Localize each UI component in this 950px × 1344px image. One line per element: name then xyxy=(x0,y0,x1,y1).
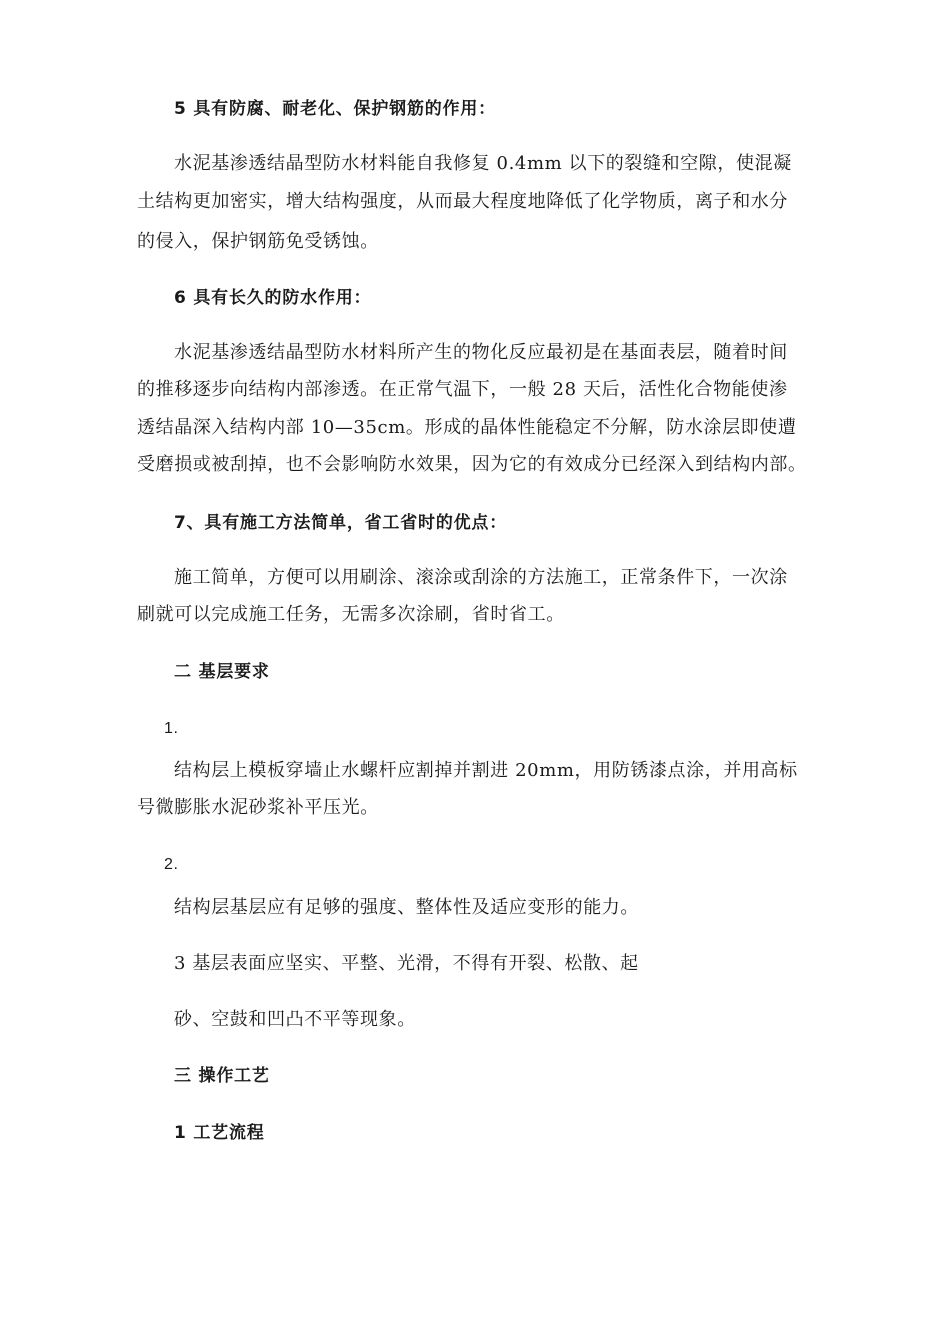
base-requirements-heading: 二 基层要求 xyxy=(174,662,270,682)
section-5-paragraph-line: 土结构更加密实，增大结构强度，从而最大程度地降低了化学物质，离子和水分 xyxy=(137,191,788,212)
section-7-paragraph-line: 施工简单，方便可以用刷涂、滚涂或刮涂的方法施工，正常条件下，一次涂 xyxy=(174,567,788,588)
section-5-heading: 5 具有防腐、耐老化、保护钢筋的作用： xyxy=(174,99,496,119)
operation-process-heading: 三 操作工艺 xyxy=(174,1066,270,1086)
section-6-paragraph-line: 的推移逐步向结构内部渗透。在正常气温下，一般 28 天后，活性化合物能使渗 xyxy=(137,379,788,400)
section-7-paragraph-line: 刷就可以完成施工任务，无需多次涂刷，省时省工。 xyxy=(137,604,565,625)
section-6-heading: 6 具有长久的防水作用： xyxy=(174,288,372,308)
section-6-paragraph-line: 透结晶深入结构内部 10—35cm。形成的晶体性能稳定不分解，防水涂层即使遭 xyxy=(137,417,797,438)
base-item-3-line: 砂、空鼓和凹凸不平等现象。 xyxy=(174,1009,416,1030)
section-5-paragraph-line: 水泥基渗透结晶型防水材料能自我修复 0.4mm 以下的裂缝和空隙，使混凝 xyxy=(174,153,792,174)
base-item-1-line: 结构层上模板穿墙止水螺杆应割掉并割进 20mm，用防锈漆点涂，并用高标 xyxy=(174,760,798,781)
base-item-1-line: 号微膨胀水泥砂浆补平压光。 xyxy=(137,797,379,818)
base-item-2-line: 结构层基层应有足够的强度、整体性及适应变形的能力。 xyxy=(174,897,639,918)
base-item-3-line: 3 基层表面应坚实、平整、光滑，不得有开裂、松散、起 xyxy=(174,953,639,974)
section-5-paragraph-line: 的侵入，保护钢筋免受锈蚀。 xyxy=(137,231,379,252)
process-flow-subheading: 1 工艺流程 xyxy=(174,1123,265,1143)
section-6-paragraph-line: 受磨损或被刮掉，也不会影响防水效果，因为它的有效成分已经深入到结构内部。 xyxy=(137,454,807,475)
section-7-heading: 7、具有施工方法简单，省工省时的优点： xyxy=(174,513,508,533)
section-6-paragraph-line: 水泥基渗透结晶型防水材料所产生的物化反应最初是在基面表层，随着时间 xyxy=(174,342,788,363)
list-item-number: 2. xyxy=(164,856,179,873)
list-item-number: 1. xyxy=(164,720,179,737)
